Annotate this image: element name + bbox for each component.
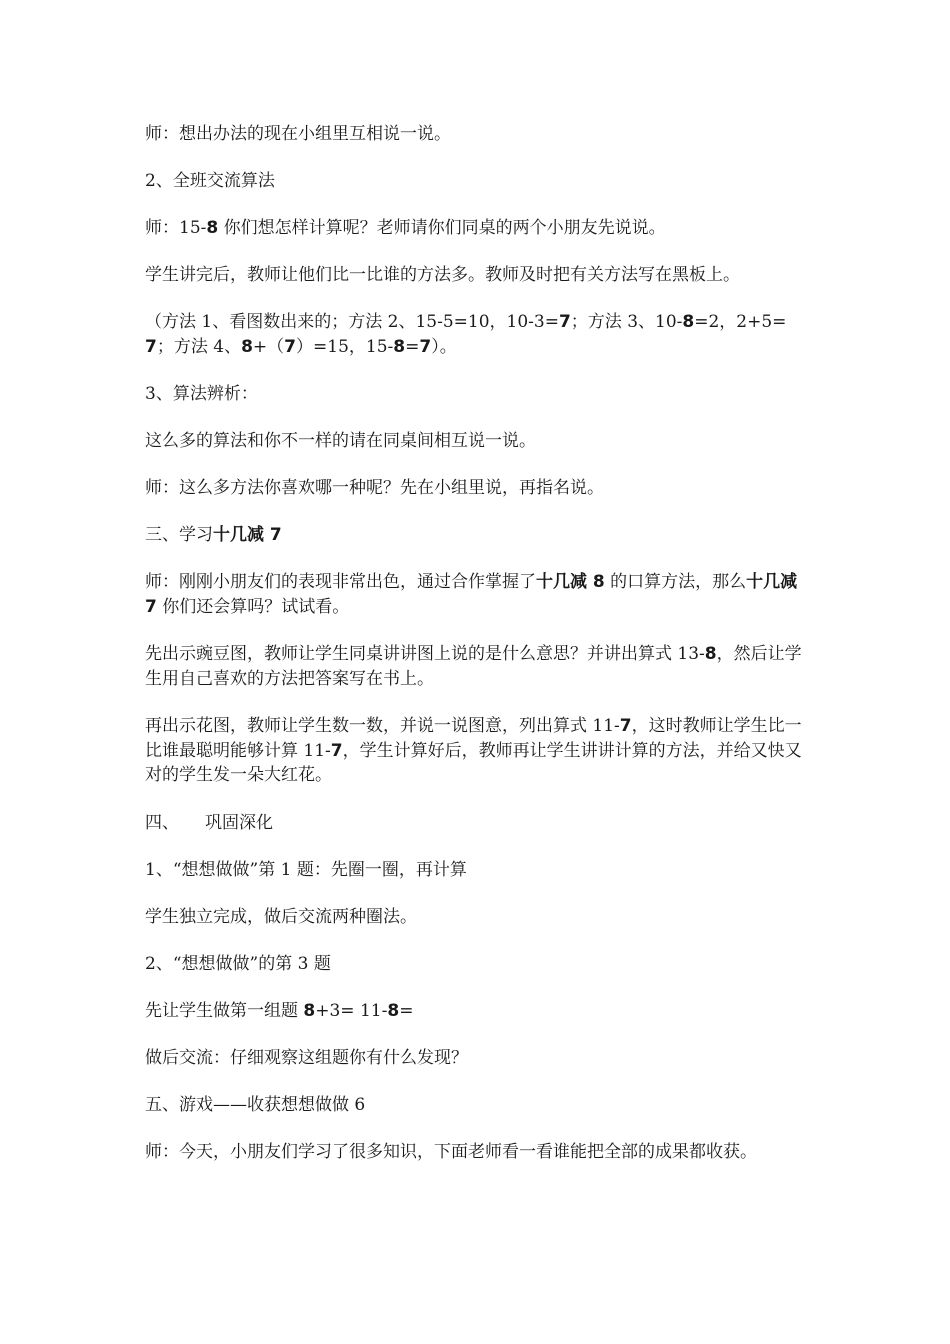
bold-number: 8 — [303, 1000, 316, 1021]
text-run: 巩固深化 — [205, 812, 273, 833]
text-run: 你们还会算吗？试试看。 — [156, 596, 350, 617]
bold-number: 8 — [387, 1000, 400, 1021]
bold-text: 十几减 8 — [536, 572, 605, 592]
paragraph-flower-picture — [145, 714, 809, 788]
paragraph-which-method — [145, 476, 809, 500]
text-run: ，这时教师让学生比一比谁最聪明能够计算 11- — [145, 716, 802, 761]
bold-number: 8 — [704, 644, 717, 664]
heading-text: 五、游戏——收获想想做做 6 — [145, 1094, 366, 1115]
paragraph-text: 师：今天，小朋友们学习了很多知识，下面老师看一看谁能把全部的成果都收获。 — [145, 1141, 757, 1162]
paragraph-text: 师：这么多方法你喜欢哪一种呢？先在小组里说，再指名说。 — [145, 478, 604, 498]
paragraph-text: 学生独立完成，做后交流两种圈法。 — [145, 906, 417, 927]
text-run: 四、 — [145, 812, 179, 833]
paragraph-discuss-desk — [145, 429, 809, 453]
text-run: = — [405, 336, 420, 357]
heading-section-four — [145, 811, 809, 835]
bold-number: 7 — [558, 312, 571, 332]
bold-number: 7 — [330, 740, 343, 761]
paragraph-text: 做后交流：仔细观察这组题你有什么发现？ — [145, 1047, 468, 1068]
text-run: +（ — [252, 336, 285, 357]
paragraph-methods — [145, 310, 809, 359]
bold-number: 8 — [241, 336, 253, 357]
paragraph-observe — [145, 1046, 809, 1070]
bold-text: 十几减 7 — [145, 572, 798, 617]
heading-exercise-three — [145, 952, 809, 976]
bold-number: 7 — [145, 336, 157, 357]
paragraph-first-group — [145, 999, 809, 1023]
bold-number: 8 — [682, 312, 695, 332]
text-run: （方法 1、看图数出来的；方法 2、15-5=10，10-3= — [145, 312, 559, 332]
heading-section-three — [145, 523, 809, 547]
bold-number: 7 — [419, 336, 432, 357]
text-run: 三、学习 — [145, 525, 213, 545]
paragraph-harvest — [145, 1140, 809, 1164]
text-run: = — [399, 1000, 414, 1021]
heading-text: 3、算法辨析： — [145, 384, 258, 404]
text-run: 的口算方法，那么 — [604, 572, 747, 592]
text-run: 师：刚刚小朋友们的表现非常出色，通过合作掌握了 — [145, 572, 536, 592]
paragraph-text: 师：想出办法的现在小组里互相说一说。 — [145, 124, 451, 144]
heading-algorithm-analysis — [145, 382, 809, 406]
text-run: +3= 11- — [315, 1000, 388, 1021]
paragraph-independent — [145, 905, 809, 929]
text-run: 先让学生做第一组题 — [145, 1000, 304, 1021]
paragraph-teacher-praise — [145, 570, 809, 619]
paragraph-teacher-question — [145, 216, 809, 240]
heading-text: 2、全班交流算法 — [145, 171, 275, 191]
paragraph-pea-picture — [145, 642, 809, 691]
bold-number: 8 — [393, 336, 406, 357]
paragraph-text: 这么多的算法和你不一样的请在同桌间相互说一说。 — [145, 431, 536, 451]
bold-number: 7 — [619, 716, 632, 736]
heading-text: 2、“想想做做”的第 3 题 — [145, 953, 331, 974]
bold-text: 十几减 7 — [213, 525, 282, 545]
paragraph-text: 学生讲完后，教师让他们比一比谁的方法多。教师及时把有关方法写在黑板上。 — [145, 265, 740, 285]
heading-class-exchange — [145, 169, 809, 193]
text-run: 师：15- — [145, 218, 207, 238]
text-run: ）=15，15- — [296, 336, 394, 357]
text-run: ，然后让学生用自己喜欢的方法把答案写在书上。 — [145, 644, 802, 689]
text-run: 你们想怎样计算呢？老师请你们同桌的两个小朋友先说说。 — [218, 218, 666, 238]
document-body — [145, 122, 809, 1187]
heading-section-five — [145, 1093, 809, 1117]
text-run: =2，2+5= — [694, 312, 787, 332]
text-run: 先出示豌豆图，教师让学生同桌讲讲图上说的是什么意思？并讲出算式 13- — [145, 644, 705, 664]
bold-number: 7 — [284, 336, 297, 357]
bold-number: 8 — [206, 218, 219, 238]
text-run: ，学生计算好后，教师再让学生讲讲计算的方法，并给又快又对的学生发一朵大红花。 — [145, 740, 802, 785]
text-run: ；方法 4、 — [156, 336, 242, 357]
paragraph-compare-methods — [145, 263, 809, 287]
paragraph-teacher-discuss — [145, 122, 809, 146]
text-run: ；方法 3、10- — [570, 312, 683, 332]
text-run: ）。 — [431, 336, 457, 357]
heading-text: 1、“想想做做”第 1 题：先圈一圈，再计算 — [145, 859, 467, 880]
text-run: 再出示花图，教师让学生数一数，并说一说图意，列出算式 11- — [145, 716, 620, 736]
heading-exercise-one — [145, 858, 809, 882]
